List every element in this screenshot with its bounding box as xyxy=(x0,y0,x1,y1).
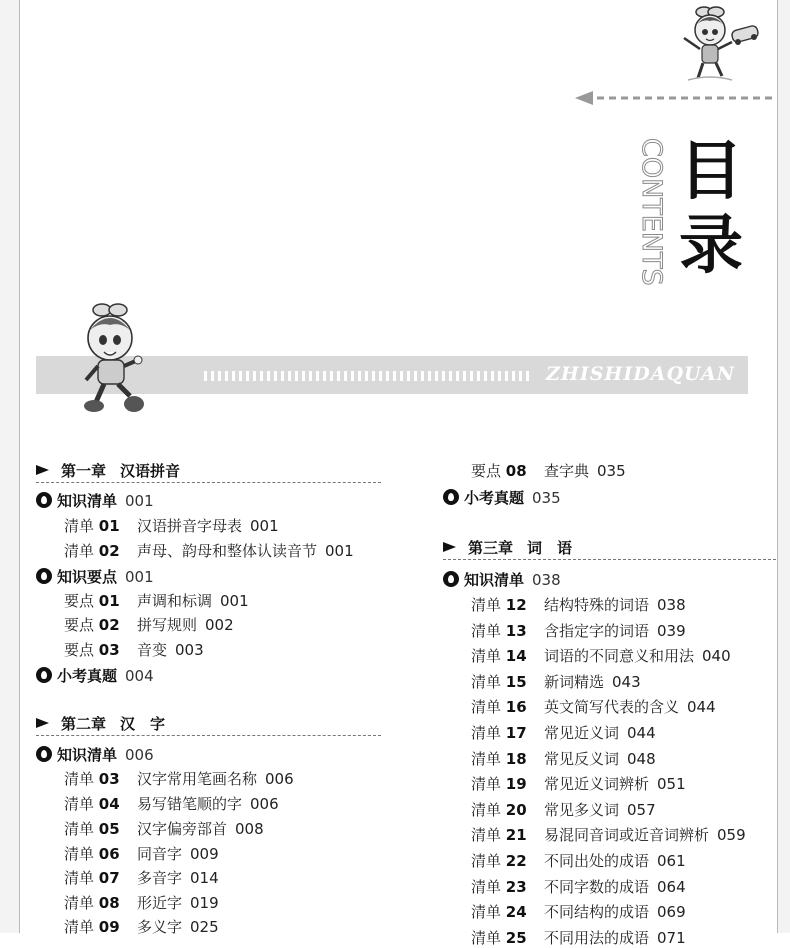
section-exam-questions[interactable]: 小考真题 035 xyxy=(443,487,561,508)
toc-item[interactable]: 清单 14 词语的不同意义和用法 040 xyxy=(471,647,731,666)
mascot-top-illustration xyxy=(676,2,768,84)
chapter-1-heading[interactable]: 第一章 汉语拼音 xyxy=(36,460,180,481)
toc-item[interactable]: 清单 21 易混同音词或近音词辨析 059 xyxy=(471,826,746,845)
page-title xyxy=(675,135,747,283)
toc-item[interactable]: 清单 19 常见近义词辨析 051 xyxy=(471,775,686,794)
section-exam-questions[interactable]: 小考真题 004 xyxy=(36,665,154,686)
section-knowledge-list[interactable]: 知识清单 038 xyxy=(443,569,561,590)
toc-item[interactable]: 清单 20 常见多义词 057 xyxy=(471,800,656,819)
flame-icon xyxy=(36,568,52,584)
chapter-arrow-icon xyxy=(443,542,456,552)
toc-item[interactable]: 清单 23 不同字数的成语 064 xyxy=(471,877,686,896)
section-key-points[interactable]: 知识要点 001 xyxy=(36,566,154,587)
chapter-arrow-icon xyxy=(36,718,49,728)
band-tick-pattern xyxy=(204,371,530,381)
flame-icon xyxy=(443,571,459,587)
outer-margin-left xyxy=(0,0,19,933)
toc-item[interactable]: 要点 03 音变 003 xyxy=(64,641,204,659)
toc-item[interactable]: 要点 01 声调和标调 001 xyxy=(64,592,249,610)
contents-vertical-label: CONTENTS xyxy=(636,138,667,286)
band-text: ZHISHIDAQUAN xyxy=(546,363,736,385)
toc-item[interactable]: 清单 22 不同出处的成语 061 xyxy=(471,852,686,870)
outer-margin-right xyxy=(777,0,790,933)
flame-icon xyxy=(36,667,52,683)
section-knowledge-list[interactable]: 知识清单 001 xyxy=(36,490,154,511)
mascot-left-illustration xyxy=(78,300,152,418)
toc-item[interactable]: 要点 08 查字典 035 xyxy=(471,462,626,480)
toc-item[interactable]: 清单 01 汉语拼音字母表 001 xyxy=(64,517,279,535)
toc-item[interactable]: 清单 13 含指定字的词语 039 xyxy=(471,621,686,640)
chapter-2-heading[interactable]: 第二章 汉 字 xyxy=(36,713,165,734)
flame-icon xyxy=(36,492,52,508)
toc-item[interactable]: 清单 25 不同用法的成语 071 xyxy=(471,928,686,947)
dashed-arrow-icon xyxy=(575,91,773,105)
toc-item[interactable]: 清单 03 汉字常用笔画名称 006 xyxy=(64,770,294,788)
toc-item[interactable]: 清单 24 不同结构的成语 069 xyxy=(471,903,686,922)
toc-item[interactable]: 清单 16 英文简写代表的含义 044 xyxy=(471,698,716,717)
toc-item[interactable]: 清单 18 常见反义词 048 xyxy=(471,749,656,768)
toc-item[interactable]: 清单 09 多义字 025 xyxy=(64,918,219,936)
toc-item[interactable]: 要点 02 拼写规则 002 xyxy=(64,616,234,634)
title-char-1: 目 xyxy=(679,134,743,209)
flame-icon xyxy=(443,489,459,505)
section-knowledge-list[interactable]: 知识清单 006 xyxy=(36,744,154,765)
toc-item[interactable]: 清单 08 形近字 019 xyxy=(64,894,219,912)
toc-item[interactable]: 清单 02 声母、韵母和整体认读音节 001 xyxy=(64,542,354,560)
toc-item[interactable]: 清单 12 结构特殊的词语 038 xyxy=(471,596,686,614)
chapter-divider xyxy=(443,559,776,560)
toc-item[interactable]: 清单 15 新词精选 043 xyxy=(471,672,641,691)
chapter-divider xyxy=(36,482,381,483)
toc-item[interactable]: 清单 07 多音字 014 xyxy=(64,869,219,887)
toc-item[interactable]: 清单 05 汉字偏旁部首 008 xyxy=(64,820,264,838)
chapter-3-heading[interactable]: 第三章 词 语 xyxy=(443,537,572,558)
toc-item[interactable]: 清单 04 易写错笔顺的字 006 xyxy=(64,795,279,813)
chapter-divider xyxy=(36,735,381,736)
toc-item[interactable]: 清单 06 同音字 009 xyxy=(64,845,219,863)
title-char-2: 录 xyxy=(679,208,743,283)
toc-item[interactable]: 清单 17 常见近义词 044 xyxy=(471,724,656,742)
chapter-arrow-icon xyxy=(36,465,49,475)
flame-icon xyxy=(36,746,52,762)
